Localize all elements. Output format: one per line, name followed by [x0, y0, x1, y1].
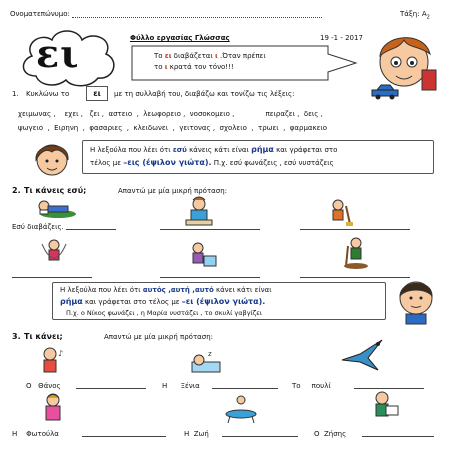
- class-label: Τάξη: $A_2$: [400, 10, 430, 21]
- worksheet-title: Φύλλο εργασίας Γλώσσας: [130, 34, 230, 42]
- trampoline-icon: [224, 394, 258, 424]
- ex3-subject-5: Η Ζωή: [184, 430, 209, 438]
- rule1-line-2: τέλος με –εις (έψιλον γιώτα). Π.χ. εσύ φωνάζεις , εσύ νυστάζεις: [90, 158, 334, 167]
- note-line-2: το ι κρατά τον τόνο!!!: [154, 63, 234, 71]
- word-row-1: χειμωνας , εχει , ζει , αστειο , λεωφορειο , νοσοκομειο , πειραζει , δεις ,: [18, 110, 323, 118]
- exercise1-instruction: με τη συλλαβή του, διαβάζω και τονίζω τις λέξεις:: [114, 90, 295, 98]
- ex3-answer-line-1[interactable]: [76, 381, 146, 389]
- ex2-answer-line-3[interactable]: [300, 222, 410, 230]
- word-row-2: ψωγειο , Ειρηνη , φασαριες , κλειδωνει , γειτονας , σχολειο , τρωει , φαρμακειο: [18, 124, 328, 132]
- girl-character-icon: [30, 138, 74, 180]
- car-icon: [370, 84, 400, 100]
- exercise2-answer-1: Εσύ διαβάζεις.: [12, 223, 64, 231]
- ex3-answer-line-6[interactable]: [362, 429, 434, 437]
- exercise2-instruction: Απαντώ με μία μικρή πρόταση:: [118, 187, 228, 195]
- exercise3-title: Τι κάνει;: [24, 332, 63, 341]
- kid-gardening-icon: [342, 236, 372, 270]
- boy-reading-icon: [368, 390, 402, 424]
- kid-skipping-icon: [38, 238, 70, 270]
- boy-singing-icon: [36, 346, 66, 376]
- thinking-boy-icon: [392, 276, 440, 326]
- ex3-answer-line-5[interactable]: [222, 429, 298, 437]
- rule1-line-1: Η λεξούλα που λέει ότι εσύ κάνεις κάτι είναι ρήμα και γράφεται στο: [90, 145, 338, 154]
- exercise1-prefix: Κυκλώνω το: [26, 90, 70, 98]
- ex2-answer-line-5[interactable]: [160, 270, 260, 278]
- ex2-answer-line-1[interactable]: [66, 222, 116, 230]
- svg-text:z: z: [208, 350, 212, 358]
- rule2-line-1: Η λεξούλα που λέει ότι αυτός ,αυτή ,αυτό κάνει κάτι είναι: [60, 286, 272, 294]
- note-line-1: Το ει διαβάζεται ι .Όταν πρέπει: [154, 52, 266, 60]
- girl-sleeping-icon: [190, 346, 222, 376]
- girl-brushing-icon: [38, 392, 68, 426]
- name-field[interactable]: [72, 10, 322, 18]
- ex3-subject-4: Η Φωτούλα: [12, 430, 59, 438]
- exercise3-instruction: Απαντώ με μία μικρή πρόταση:: [104, 333, 214, 341]
- ex3-answer-line-2[interactable]: [212, 381, 278, 389]
- kid-washing-icon: [186, 240, 218, 270]
- svg-text:♪: ♪: [58, 349, 64, 358]
- ex3-subject-1: Ο Θάνος: [26, 382, 61, 390]
- ex3-answer-line-3[interactable]: [354, 381, 424, 389]
- rule2-line-3: Π.χ. ο Νίκος φωνάζει , η Μαρία νυστάζει , το σκυλί γαβγίζει: [66, 309, 262, 317]
- kid-reading-icon: [34, 198, 80, 220]
- date: 19 -1 - 2017: [320, 34, 363, 42]
- syllable-box: ει: [86, 86, 108, 101]
- name-label: Ονοματεπώνυμο:: [10, 10, 70, 18]
- ex3-subject-6: Ο Ζήσης: [314, 430, 347, 438]
- ex3-subject-3: Το πουλί: [292, 382, 331, 390]
- ex3-answer-line-4[interactable]: [82, 429, 166, 437]
- ex3-subject-2: Η Ξένια: [162, 382, 200, 390]
- exercise2-number: 2.: [12, 186, 21, 195]
- ex2-answer-line-2[interactable]: [160, 222, 260, 230]
- bird-flying-icon: [338, 336, 386, 376]
- big-letters: ει: [36, 31, 80, 76]
- exercise2-title: Τι κάνεις εσύ;: [24, 186, 87, 195]
- exercise3-number: 3.: [12, 332, 21, 341]
- exercise1-number: 1.: [12, 90, 19, 98]
- ex2-answer-line-4[interactable]: [12, 270, 92, 278]
- rule2-line-2: ρήμα και γράφεται στο τέλος με –ει (έψιλον γιώτα).: [60, 297, 266, 306]
